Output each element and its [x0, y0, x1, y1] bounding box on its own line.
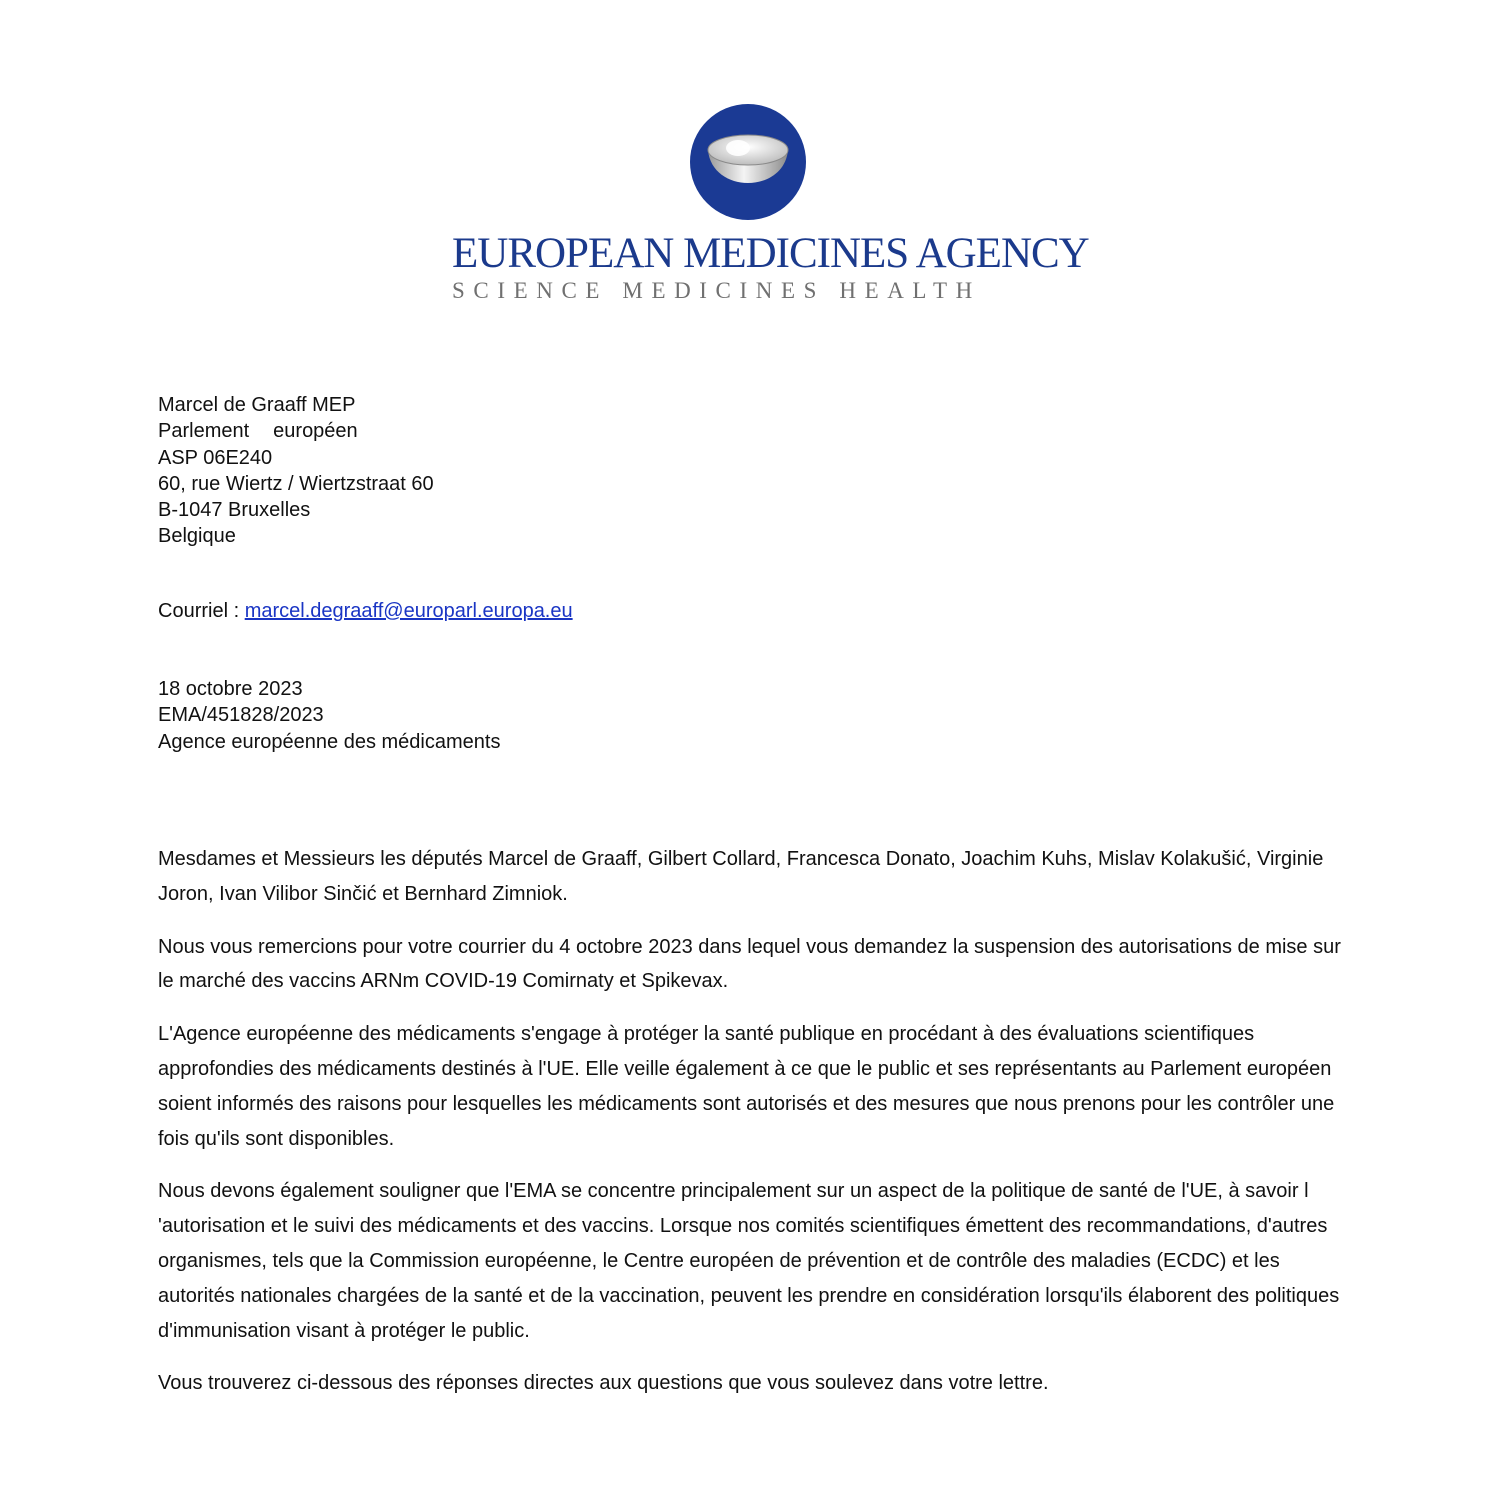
body-paragraph-3: Nous devons également souligner que l'EMA se concentre principalement sur un aspect de la politique de santé de l'UE, à savoir l 'autorisation et le suivi des médicaments et des vaccins. Lorsque nos comités scientifiques émettent des recommandations, d'autres organismes, tels que la Commission européenne, le Centre européen de prévention et de contrôle des maladies (ECDC) et les autorités nationales chargées de la santé et de la vaccination, peuvent les prendre en considération lorsqu'ils élaborent des politiques d'immunisation visant à protéger le public. — [158, 1180, 1340, 1342]
body-paragraph-2: L'Agence européenne des médicaments s'engage à protéger la santé publique en procédant à des évaluations scientifiques approfondies des médicaments destinés à l'UE. Elle veille également à ce que le public et ses représentants au Parlement européen soient informés des raisons pour lesquelles les médicaments sont autorisés et des mesures que nous prenons pour les contrôler une fois qu'ils sont disponibles. — [158, 1023, 1335, 1150]
organization-word-1: Parlement — [158, 420, 250, 443]
recipient-office: ASP 06E240 — [158, 446, 273, 469]
letter-sender: Agence européenne des médicaments — [158, 730, 501, 753]
ema-emblem-icon — [690, 104, 806, 220]
letter-body — [158, 842, 1348, 1419]
agency-tagline: SCIENCE MEDICINES HEALTH — [452, 278, 981, 303]
salutation: Mesdames et Messieurs les députés Marcel de Graaff, Gilbert Collard, Francesca Donato, Joachim Kuhs, Mislav Kolakušić, Virginie Joron, Ivan Vilibor Sinčić et Bernhard Zimniok. — [158, 848, 1324, 905]
letter-date: 18 octobre 2023 — [158, 678, 303, 700]
letter-meta — [158, 676, 500, 755]
recipient-country: Belgique — [158, 525, 236, 548]
email-label: Courriel : — [158, 600, 245, 622]
email-link[interactable]: marcel.degraaff@europarl.europa.eu — [244, 600, 573, 622]
recipient-name: Marcel de Graaff MEP — [158, 394, 356, 416]
email-row — [158, 598, 573, 624]
body-paragraph-4: Vous trouverez ci-dessous des réponses directes aux questions que vous soulevez dans votre lettre. — [158, 1372, 1049, 1395]
organization-word-2: européen — [273, 420, 358, 443]
letter-reference: EMA/451828/2023 — [158, 704, 324, 727]
agency-name: EUROPEAN MEDICINES AGENCY — [452, 230, 1089, 277]
agency-logo — [0, 104, 1500, 304]
recipient-city: B-1047 Bruxelles — [158, 499, 311, 522]
body-paragraph-1: Nous vous remercions pour votre courrier du 4 octobre 2023 dans lequel vous demandez la suspension des autorisations de mise sur le marché des vaccins ARNm COVID-19 Comirnaty et Spikevax. — [158, 935, 1341, 993]
recipient-address — [158, 392, 434, 550]
recipient-street: 60, rue Wiertz / Wiertzstraat 60 — [158, 472, 434, 495]
recipient-organization — [158, 418, 434, 444]
